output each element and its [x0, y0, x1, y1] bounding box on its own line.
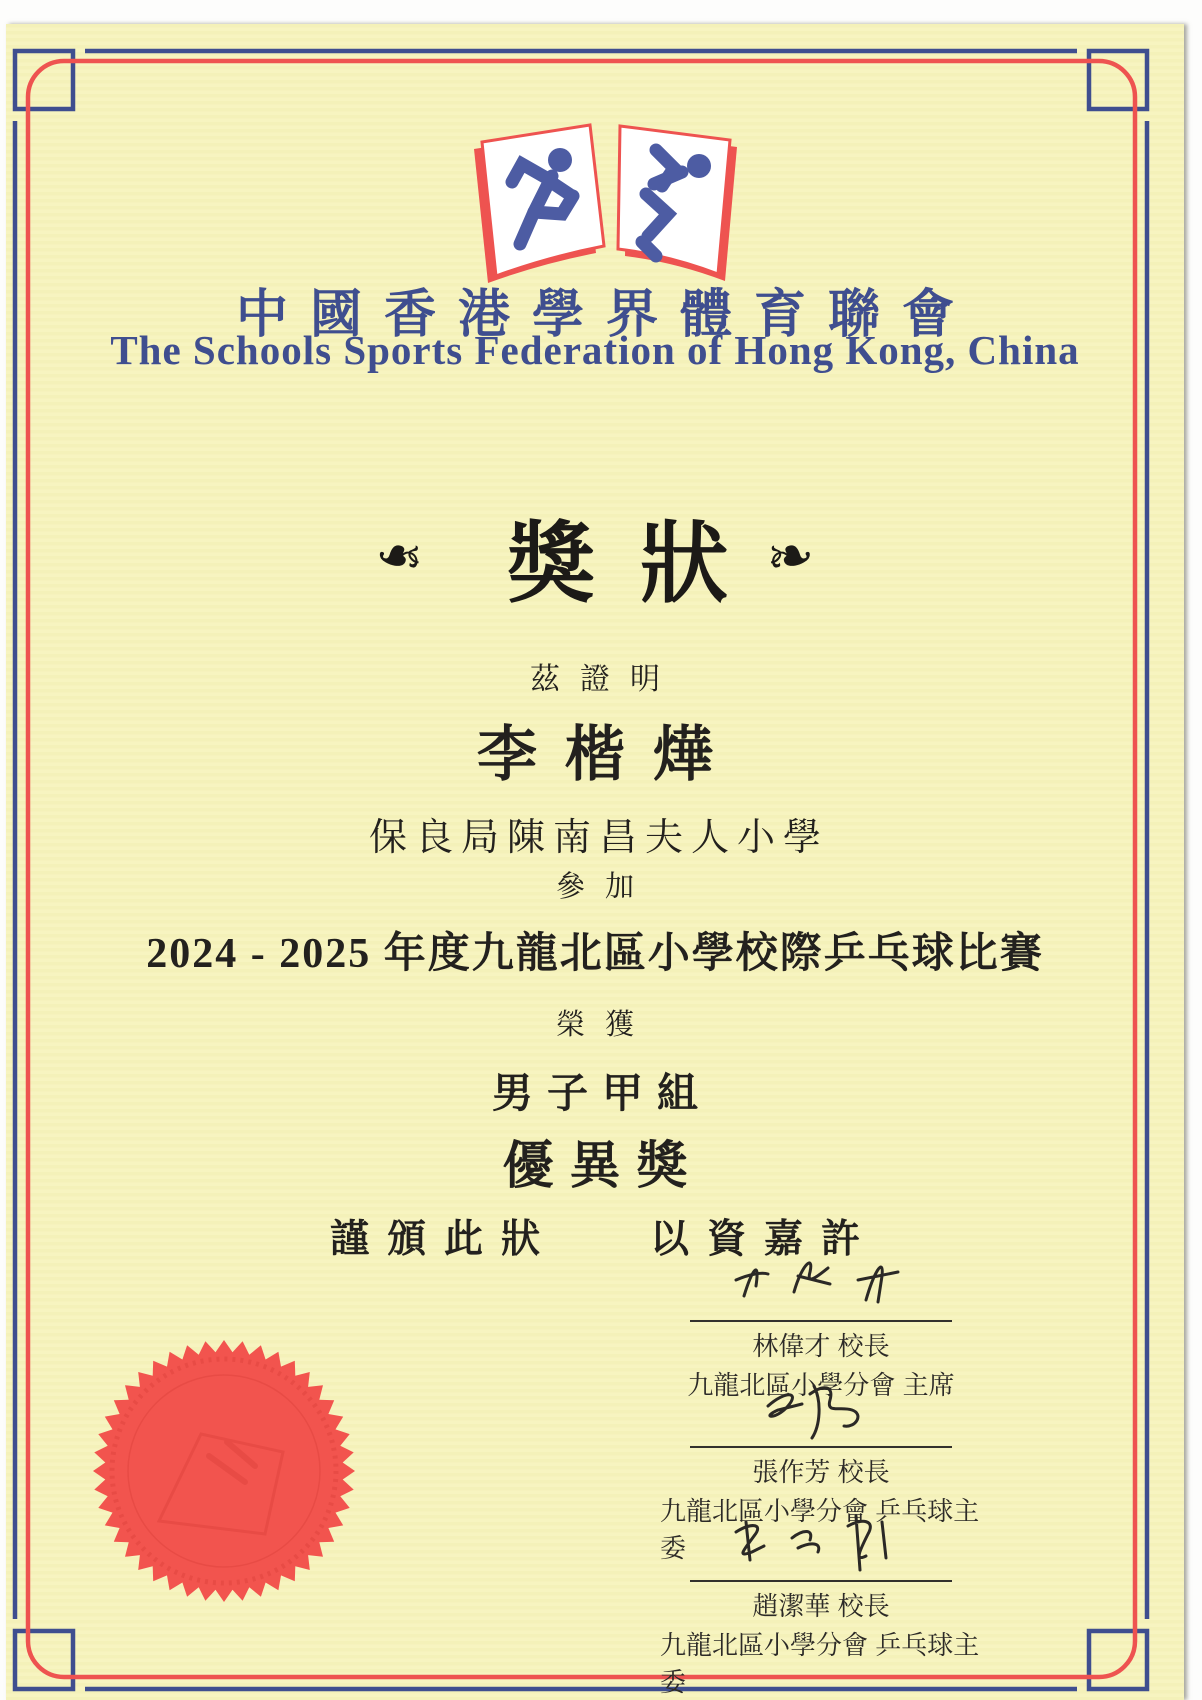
- signature-2-handwriting: [706, 1376, 936, 1444]
- signer-name: 張作芳 校長: [752, 1457, 890, 1487]
- signer-name: 林偉才 校長: [752, 1331, 890, 1361]
- flourish-left-icon: ❧: [371, 520, 429, 593]
- signature-line: [690, 1446, 952, 1448]
- honor-label: 榮獲: [555, 1009, 654, 1041]
- signer-title: 九龍北區小學分會 主席: [687, 1370, 955, 1400]
- signature-block-3: [660, 1508, 982, 1699]
- signature-3-handwriting: [706, 1508, 936, 1578]
- signer-title: 九龍北區小學分會 乒乓球主委: [660, 1496, 980, 1563]
- recipient-name: 李楷燁: [477, 722, 741, 788]
- participate-label: 參加: [555, 871, 654, 903]
- signature-line: [690, 1320, 952, 1322]
- division-name: 男子甲組: [492, 1070, 712, 1116]
- certify-label: 茲證明: [530, 663, 680, 696]
- signer-title: 九龍北區小學分會 乒乓球主委: [660, 1630, 980, 1697]
- flourish-right-icon: ❧: [761, 520, 819, 593]
- signature-line: [690, 1580, 952, 1582]
- certificate-paper: [6, 24, 1184, 1700]
- embossed-red-seal: [59, 1306, 389, 1636]
- federation-logo-icon: [440, 102, 770, 292]
- closing-phrase-1: 謹頒此狀: [329, 1218, 558, 1261]
- certificate-title: 獎狀: [506, 512, 773, 615]
- closing-line: [6, 1208, 1184, 1264]
- signer-name: 趙潔華 校長: [752, 1591, 890, 1621]
- corner-square-bottom-left: [15, 1631, 73, 1689]
- org-name-english: The Schools Sports Federation of Hong Kong, China: [110, 327, 1080, 373]
- award-name: 優異獎: [502, 1139, 704, 1195]
- signature-1-handwriting: [706, 1246, 936, 1318]
- certificate-title-row: [6, 494, 1184, 620]
- competition-name: 2024 - 2025 年度九龍北區小學校際乒乓球比賽: [146, 931, 1044, 977]
- org-name-chinese: 中國香港學界體育聯會: [235, 287, 976, 344]
- corner-square-bottom-right: [1089, 1631, 1147, 1689]
- closing-phrase-2: 以資嘉許: [650, 1218, 879, 1261]
- school-name: 保良局陳南昌夫人小學: [368, 817, 829, 859]
